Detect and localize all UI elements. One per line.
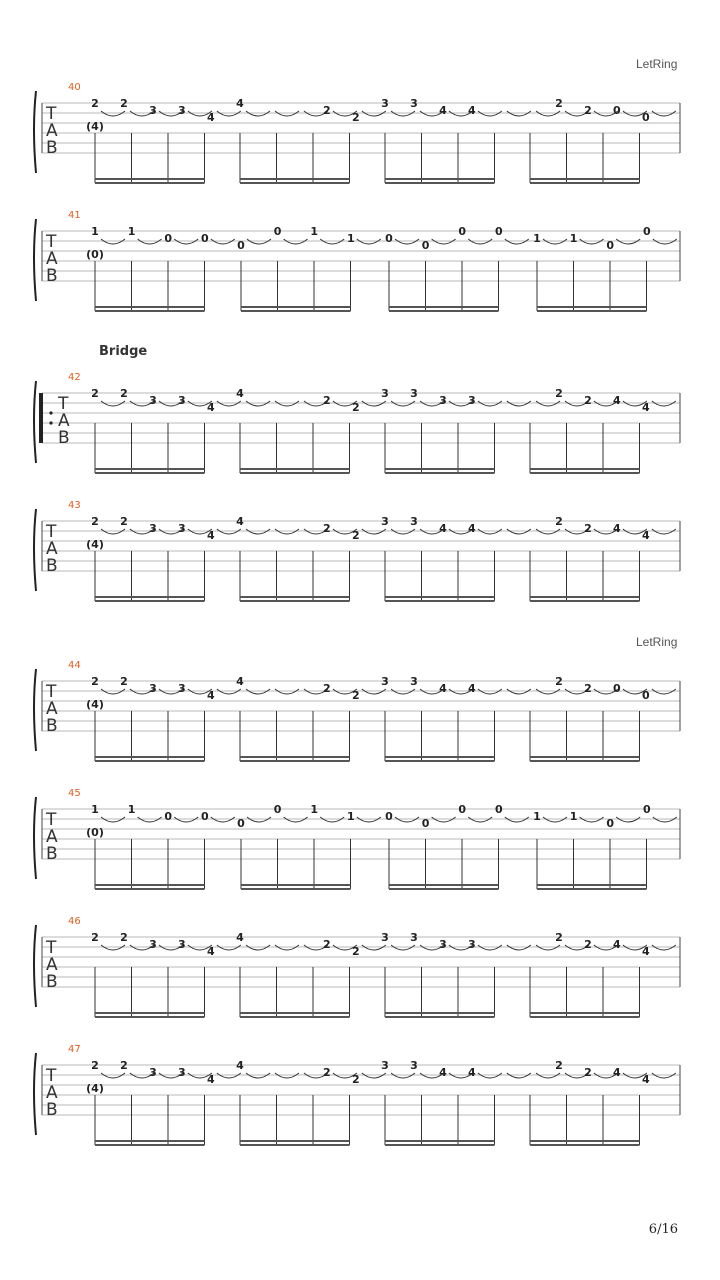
fret-number: 0 <box>613 682 621 695</box>
fret-number: 1 <box>533 810 541 823</box>
fret-number: 0 <box>164 232 173 245</box>
let-ring-marker: LetRing <box>636 57 678 71</box>
fret-number: 2 <box>91 387 99 400</box>
fret-number: 3 <box>178 682 186 695</box>
tab-system <box>34 916 680 1017</box>
fret-number: 4 <box>468 682 476 695</box>
fret-number: 2 <box>323 522 331 535</box>
fret-number: 1 <box>91 225 99 238</box>
fret-number: 2 <box>352 1073 360 1086</box>
tab-clef-letter: T <box>46 522 57 542</box>
measure-number: 42 <box>68 372 81 383</box>
fret-number: 3 <box>178 394 186 407</box>
fret-number: 2 <box>120 675 128 688</box>
fret-number: 3 <box>178 1066 186 1079</box>
system-bracket <box>34 669 36 751</box>
fret-number: 4 <box>613 522 621 535</box>
tab-clef-letter: A <box>46 699 58 719</box>
fret-number: 3 <box>149 104 157 117</box>
tab-system <box>34 500 680 601</box>
fret-number: 4 <box>613 394 621 407</box>
fret-number: 3 <box>381 515 389 528</box>
fret-number: 0 <box>494 225 503 238</box>
fret-number: 4 <box>236 515 244 528</box>
fret-number: 3 <box>468 938 476 951</box>
tab-clef-letter: T <box>58 394 69 414</box>
page-number: 6/16 <box>648 1222 678 1237</box>
tab-clef-letter: A <box>46 249 58 269</box>
fret-number: 3 <box>178 938 186 951</box>
fret-number: 2 <box>584 938 592 951</box>
fret-number: 2 <box>555 675 563 688</box>
measure-number: 47 <box>68 1044 81 1055</box>
fret-number: 4 <box>207 111 215 124</box>
fret-number: 2 <box>323 104 331 117</box>
fret-number: 2 <box>323 938 331 951</box>
fret-number: 0 <box>494 803 503 816</box>
fret-number: 3 <box>468 394 476 407</box>
tab-system <box>34 82 680 183</box>
fret-number: (4) <box>86 698 104 711</box>
fret-number: 0 <box>642 689 650 702</box>
fret-number: 4 <box>207 689 215 702</box>
fret-number: 0 <box>200 232 209 245</box>
fret-number: 4 <box>642 1073 650 1086</box>
fret-number: 4 <box>236 97 244 110</box>
fret-number: 0 <box>385 810 393 823</box>
fret-number: 0 <box>421 239 430 252</box>
fret-number: 2 <box>584 394 592 407</box>
fret-number: 2 <box>555 1059 563 1072</box>
tab-clef-letter: A <box>46 121 58 141</box>
fret-number: 1 <box>346 232 355 245</box>
fret-number: 3 <box>178 522 186 535</box>
fret-number: 0 <box>642 225 651 238</box>
fret-number: 3 <box>149 394 157 407</box>
fret-number: 0 <box>458 225 467 238</box>
fret-number: 2 <box>120 1059 128 1072</box>
fret-number: 3 <box>410 931 418 944</box>
fret-number: 1 <box>127 803 136 816</box>
repeat-dot <box>49 411 52 414</box>
fret-number: 2 <box>323 1066 331 1079</box>
tab-clef-letter: B <box>46 972 58 992</box>
fret-number: 3 <box>381 97 389 110</box>
fret-number: 2 <box>91 675 99 688</box>
fret-number: 2 <box>120 931 128 944</box>
repeat-dot <box>49 421 52 424</box>
tab-clef-letter: A <box>46 827 58 847</box>
fret-number: 2 <box>91 97 99 110</box>
fret-number: 3 <box>178 104 186 117</box>
fret-number: 3 <box>410 515 418 528</box>
fret-number: 2 <box>352 945 360 958</box>
fret-number: 1 <box>533 232 541 245</box>
fret-number: 4 <box>642 529 650 542</box>
fret-number: 1 <box>127 225 136 238</box>
fret-number: 4 <box>236 387 244 400</box>
fret-number: 2 <box>120 387 128 400</box>
fret-number: 0 <box>200 810 209 823</box>
fret-number: 4 <box>468 1066 476 1079</box>
system-bracket <box>34 219 36 301</box>
tab-system <box>34 1044 680 1145</box>
fret-number: 4 <box>613 938 621 951</box>
fret-number: 2 <box>91 515 99 528</box>
fret-number: 2 <box>584 1066 592 1079</box>
fret-number: 2 <box>323 682 331 695</box>
system-bracket <box>34 1053 36 1135</box>
fret-number: 2 <box>352 689 360 702</box>
fret-number: 0 <box>642 803 651 816</box>
fret-number: 3 <box>381 387 389 400</box>
fret-number: 3 <box>149 1066 157 1079</box>
fret-number: 4 <box>642 401 650 414</box>
measure-number: 40 <box>68 82 81 93</box>
tab-clef-letter: A <box>58 411 70 431</box>
tab-clef-letter: T <box>46 810 57 830</box>
fret-number: 3 <box>439 394 447 407</box>
measure-number: 46 <box>68 916 81 927</box>
fret-number: 2 <box>120 515 128 528</box>
let-ring-marker: LetRing <box>636 635 678 649</box>
measure-number: 43 <box>68 500 81 511</box>
fret-number: 4 <box>468 104 476 117</box>
tab-clef-letter: A <box>46 1083 58 1103</box>
fret-number: 4 <box>207 1073 215 1086</box>
fret-number: 2 <box>555 97 563 110</box>
fret-number: (4) <box>86 1082 104 1095</box>
fret-number: 3 <box>381 675 389 688</box>
fret-number: 2 <box>584 104 592 117</box>
tab-clef-letter: B <box>46 844 58 864</box>
tab-clef-letter: A <box>46 955 58 975</box>
fret-number: 2 <box>555 931 563 944</box>
fret-number: 2 <box>91 1059 99 1072</box>
fret-number: 0 <box>421 817 430 830</box>
tab-clef-letter: A <box>46 539 58 559</box>
tab-clef-letter: T <box>46 232 57 252</box>
tab-clef-letter: B <box>58 428 70 448</box>
fret-number: 4 <box>468 522 476 535</box>
fret-number: 4 <box>236 1059 244 1072</box>
fret-number: 4 <box>613 1066 621 1079</box>
fret-number: 0 <box>385 232 393 245</box>
fret-number: 2 <box>352 401 360 414</box>
fret-number: 0 <box>613 104 621 117</box>
fret-number: 2 <box>584 682 592 695</box>
fret-number: 0 <box>237 239 245 252</box>
fret-number: 3 <box>439 938 447 951</box>
fret-number: 3 <box>410 97 418 110</box>
system-bracket <box>34 509 36 591</box>
fret-number: 0 <box>606 239 615 252</box>
fret-number: 4 <box>207 945 215 958</box>
fret-number: 2 <box>120 97 128 110</box>
fret-number: 3 <box>149 682 157 695</box>
tab-clef-letter: B <box>46 138 58 158</box>
fret-number: 1 <box>91 803 99 816</box>
system-bracket <box>34 797 36 879</box>
system-bracket <box>34 91 36 173</box>
fret-number: 4 <box>439 104 447 117</box>
tab-system <box>34 788 680 889</box>
fret-number: 2 <box>555 387 563 400</box>
fret-number: 0 <box>642 111 650 124</box>
fret-number: 3 <box>149 938 157 951</box>
fret-number: 3 <box>410 387 418 400</box>
fret-number: 4 <box>236 931 244 944</box>
fret-number: 0 <box>273 803 282 816</box>
tab-clef-letter: B <box>46 1100 58 1120</box>
fret-number: 1 <box>310 225 319 238</box>
tab-clef-letter: T <box>46 1066 57 1086</box>
fret-number: (4) <box>86 538 104 551</box>
fret-number: 2 <box>352 529 360 542</box>
fret-number: 3 <box>381 1059 389 1072</box>
fret-number: 4 <box>236 675 244 688</box>
tab-clef-letter: B <box>46 716 58 736</box>
fret-number: 2 <box>584 522 592 535</box>
fret-number: 0 <box>606 817 615 830</box>
measure-number: 41 <box>68 210 81 221</box>
fret-number: (0) <box>86 826 104 839</box>
fret-number: (4) <box>86 120 104 133</box>
fret-number: 4 <box>642 945 650 958</box>
fret-number: 1 <box>346 810 355 823</box>
measure-number: 44 <box>68 660 81 671</box>
measure-number: 45 <box>68 788 81 799</box>
tab-system <box>34 210 680 311</box>
section-label-bridge: Bridge <box>99 344 148 359</box>
tab-clef-letter: T <box>46 104 57 124</box>
tab-system <box>34 660 680 761</box>
fret-number: 0 <box>164 810 173 823</box>
fret-number: 4 <box>207 529 215 542</box>
fret-number: 3 <box>149 522 157 535</box>
fret-number: 2 <box>555 515 563 528</box>
fret-number: 3 <box>410 1059 418 1072</box>
repeat-bar <box>39 393 43 443</box>
fret-number: 2 <box>323 394 331 407</box>
fret-number: (0) <box>86 248 104 261</box>
fret-number: 1 <box>310 803 319 816</box>
fret-number: 0 <box>273 225 282 238</box>
fret-number: 1 <box>569 810 578 823</box>
tab-clef-letter: B <box>46 266 58 286</box>
fret-number: 3 <box>381 931 389 944</box>
fret-number: 1 <box>569 232 578 245</box>
tab-clef-letter: T <box>46 682 57 702</box>
system-bracket <box>34 381 36 463</box>
tab-clef-letter: T <box>46 938 57 958</box>
fret-number: 4 <box>207 401 215 414</box>
tab-system <box>34 372 680 473</box>
fret-number: 4 <box>439 522 447 535</box>
fret-number: 2 <box>352 111 360 124</box>
tab-clef-letter: B <box>46 556 58 576</box>
fret-number: 4 <box>439 1066 447 1079</box>
fret-number: 2 <box>91 931 99 944</box>
fret-number: 0 <box>458 803 467 816</box>
system-bracket <box>34 925 36 1007</box>
fret-number: 3 <box>410 675 418 688</box>
fret-number: 4 <box>439 682 447 695</box>
fret-number: 0 <box>237 817 245 830</box>
